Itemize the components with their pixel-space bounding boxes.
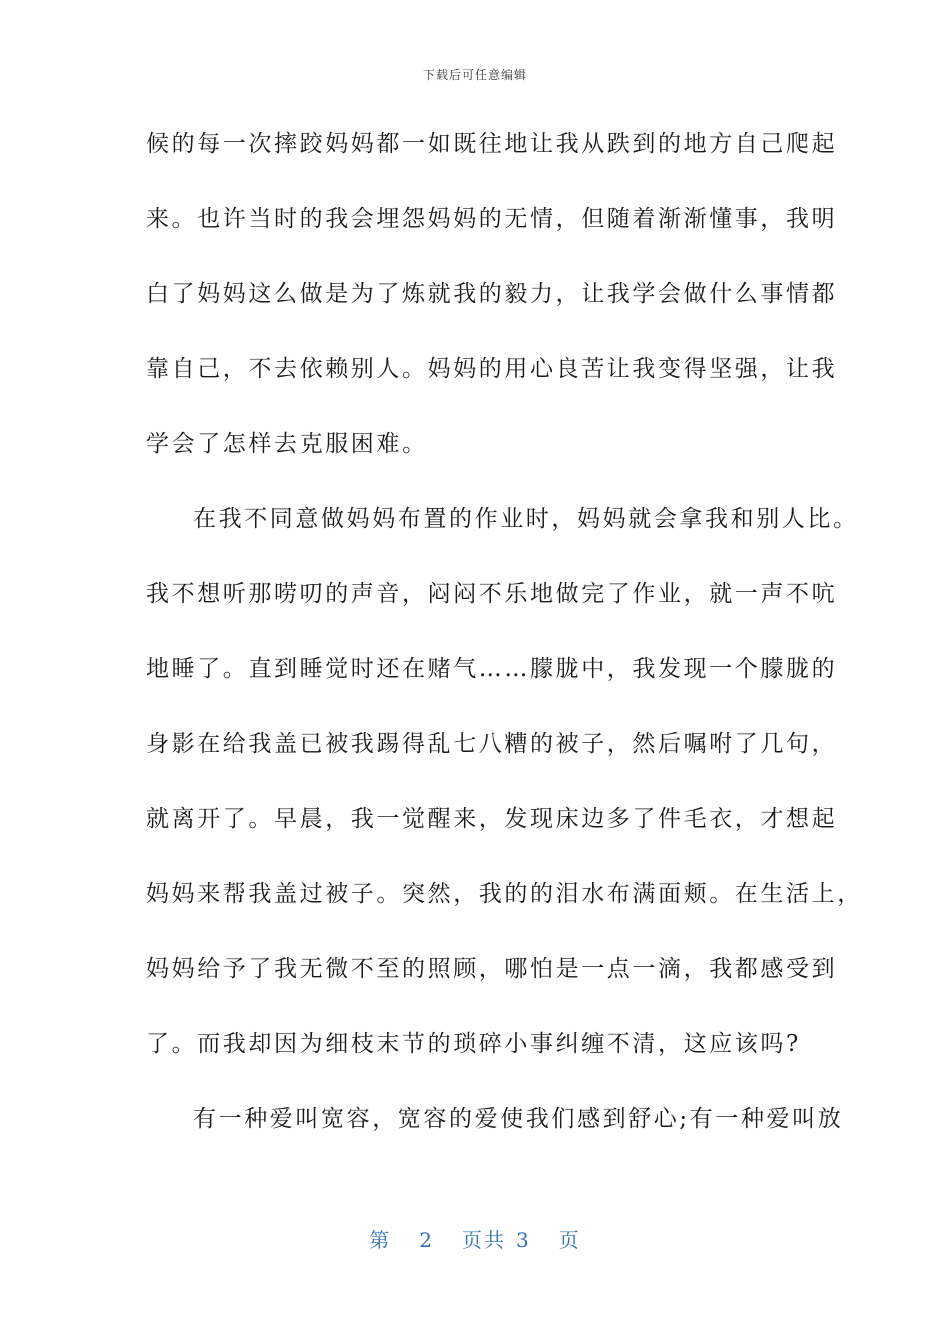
header-note: 下载后可任意编辑 bbox=[422, 68, 527, 82]
text-line: 靠自己，不去依赖别人。妈妈的用心良苦让我变得坚强，让我 bbox=[146, 356, 838, 382]
text-line: 地睡了。直到睡觉时还在赌气……朦胧中，我发现一个朦胧的 bbox=[146, 656, 838, 682]
footer-suffix: 页 bbox=[558, 1228, 581, 1252]
text-line: 了。而我却因为细枝末节的琐碎小事纠缠不清，这应该吗? bbox=[146, 1031, 801, 1057]
footer-prefix: 第 bbox=[369, 1228, 392, 1252]
text-line: 候的每一次摔跤妈妈都一如既往地让我从跌到的地方自己爬起 bbox=[146, 131, 838, 157]
text-line: 我不想听那唠叨的声音，闷闷不乐地做完了作业，就一声不吭 bbox=[146, 581, 838, 607]
text-line: 白了妈妈这么做是为了炼就我的毅力，让我学会做什么事情都 bbox=[146, 281, 838, 307]
page-number-footer bbox=[0, 1224, 950, 1253]
paragraph-start-line: 在我不同意做妈妈布置的作业时，妈妈就会拿我和别人比。 bbox=[193, 506, 859, 532]
text-line: 就离开了。早晨，我一觉醒来，发现床边多了件毛衣，才想起 bbox=[146, 806, 838, 832]
text-line: 学会了怎样去克服困难。 bbox=[146, 431, 428, 457]
text-line: 来。也许当时的我会埋怨妈妈的无情，但随着渐渐懂事，我明 bbox=[146, 206, 838, 232]
total-pages-number: 3 bbox=[516, 1228, 531, 1252]
text-line: 妈妈来帮我盖过被子。突然，我的的泪水布满面颊。在生活上， bbox=[146, 881, 863, 907]
footer-middle: 页共 bbox=[462, 1228, 506, 1252]
text-line: 妈妈给予了我无微不至的照顾，哪怕是一点一滴，我都感受到 bbox=[146, 956, 838, 982]
document-body bbox=[146, 122, 863, 1172]
current-page-number: 2 bbox=[419, 1228, 434, 1252]
paragraph-start-line: 有一种爱叫宽容，宽容的爱使我们感到舒心;有一种爱叫放 bbox=[193, 1106, 844, 1132]
text-line: 身影在给我盖已被我踢得乱七八糟的被子，然后嘱咐了几句， bbox=[146, 731, 838, 757]
